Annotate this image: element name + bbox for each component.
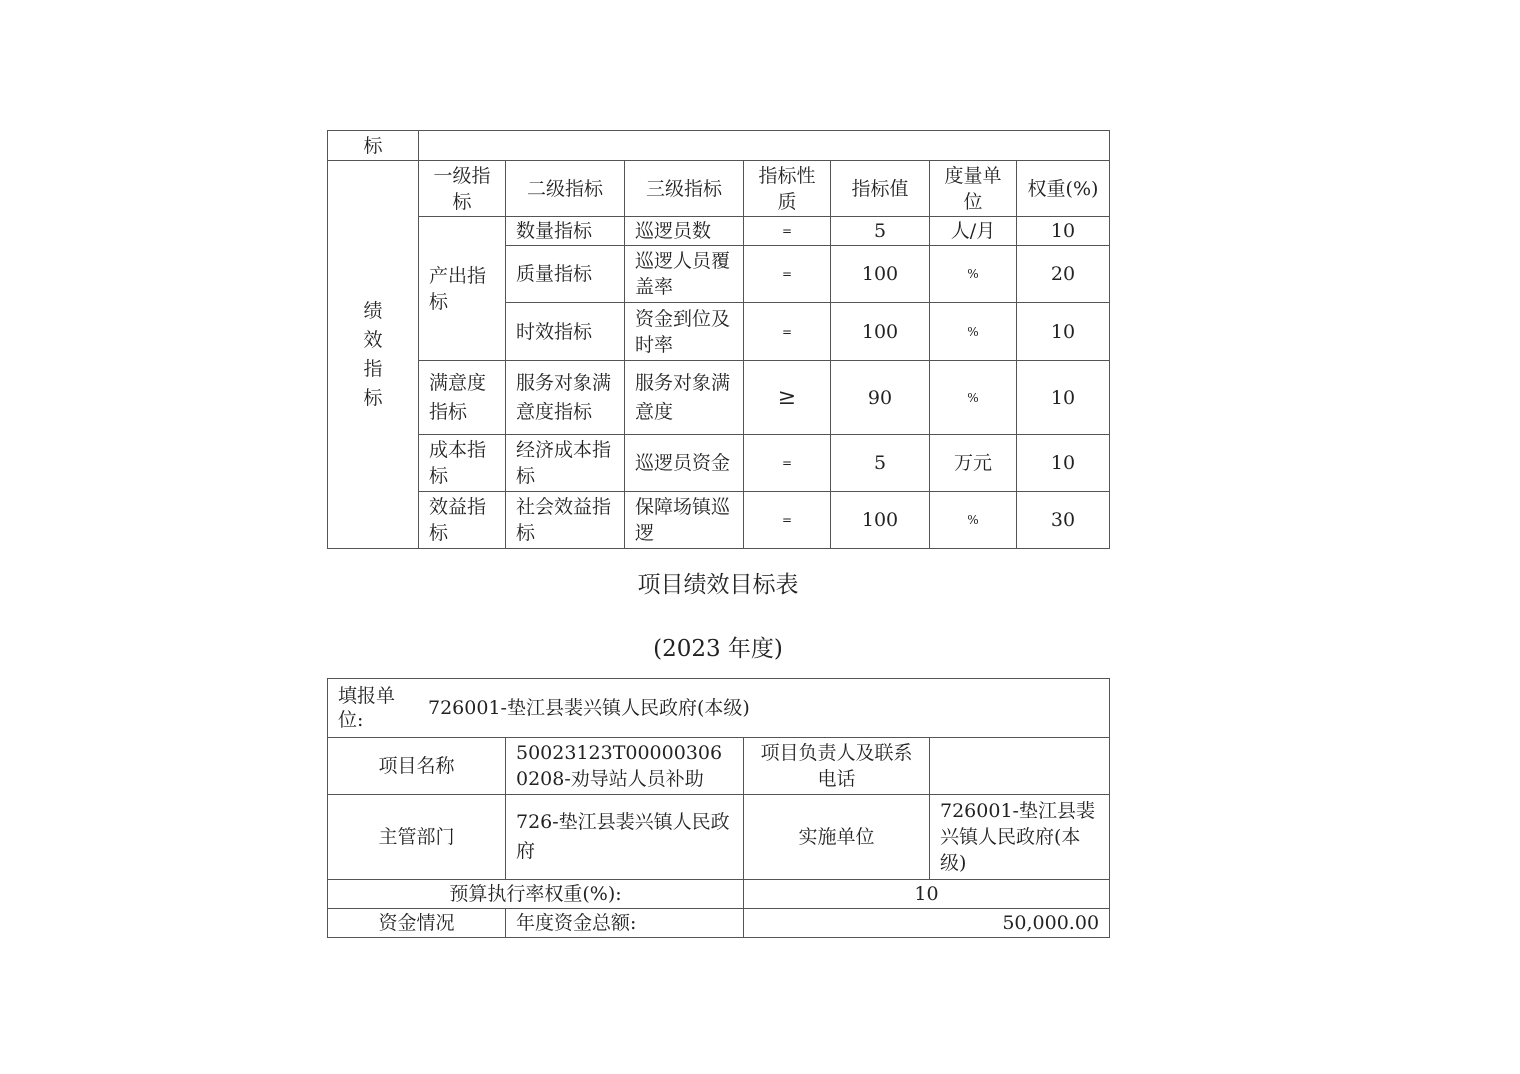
section-label: 绩效指标	[363, 299, 383, 409]
table-row	[328, 217, 1110, 246]
header-unit: 度量单位	[930, 161, 1017, 217]
top-label-cell: 标	[328, 131, 419, 161]
weight-cell: 10	[1017, 361, 1110, 435]
weight-cell: 30	[1017, 492, 1110, 549]
weight-cell: 20	[1017, 246, 1110, 303]
level2-cell: 服务对象满意度指标	[506, 361, 625, 435]
filing-unit-value: 726001-垫江县裴兴镇人民政府(本级)	[428, 697, 750, 719]
value-cell: 5	[831, 435, 930, 492]
impl-label: 实施单位	[744, 795, 930, 880]
value-cell: 100	[831, 303, 930, 361]
filing-unit-cell	[328, 679, 1110, 738]
dept-label: 主管部门	[328, 795, 506, 880]
project-name-label: 项目名称	[328, 738, 506, 795]
nature-cell: ≥	[744, 361, 831, 435]
nature-cell: =	[744, 217, 831, 246]
header-level2: 二级指标	[506, 161, 625, 217]
weight-cell: 10	[1017, 217, 1110, 246]
value-cell: 100	[831, 246, 930, 303]
budget-rate-value: 10	[744, 880, 1110, 909]
dept-value: 726-垫江县裴兴镇人民政府	[506, 795, 744, 880]
unit-cell: %	[930, 361, 1017, 435]
funds-total-label: 年度资金总额:	[506, 909, 744, 938]
level2-cell: 时效指标	[506, 303, 625, 361]
level3-cell: 服务对象满意度	[625, 361, 744, 435]
value-cell: 5	[831, 217, 930, 246]
section-label-cell	[328, 161, 419, 549]
nature-cell: =	[744, 303, 831, 361]
header-value: 指标值	[831, 161, 930, 217]
top-empty-cell	[419, 131, 1110, 161]
filing-unit-label: 填报单位:	[338, 685, 396, 731]
level3-cell: 巡逻员资金	[625, 435, 744, 492]
leader-value	[930, 738, 1110, 795]
group-satisfaction: 满意度指标	[419, 361, 506, 435]
level3-cell: 资金到位及时率	[625, 303, 744, 361]
unit-cell: 万元	[930, 435, 1017, 492]
impl-value: 726001-垫江县裴兴镇人民政府(本级)	[930, 795, 1110, 880]
weight-cell: 10	[1017, 435, 1110, 492]
funds-total-value: 50,000.00	[744, 909, 1110, 938]
project-info-table	[327, 678, 1110, 938]
header-weight: 权重(%)	[1017, 161, 1110, 217]
table-row	[328, 361, 1110, 435]
page-title: 项目绩效目标表	[637, 572, 799, 598]
page-subtitle-year: (2023 年度)	[653, 636, 783, 662]
unit-cell: %	[930, 303, 1017, 361]
group-cost: 成本指标	[419, 435, 506, 492]
level3-cell: 保障场镇巡逻	[625, 492, 744, 549]
level2-cell: 质量指标	[506, 246, 625, 303]
value-cell: 90	[831, 361, 930, 435]
header-level1: 一级指标	[419, 161, 506, 217]
level2-cell: 社会效益指标	[506, 492, 625, 549]
level3-cell: 巡逻人员覆盖率	[625, 246, 744, 303]
unit-cell: 人/月	[930, 217, 1017, 246]
level2-cell: 数量指标	[506, 217, 625, 246]
table-row	[328, 435, 1110, 492]
budget-rate-label: 预算执行率权重(%):	[328, 880, 744, 909]
level2-cell: 经济成本指标	[506, 435, 625, 492]
performance-indicator-table	[327, 130, 1110, 549]
unit-cell: %	[930, 492, 1017, 549]
nature-cell: =	[744, 492, 831, 549]
header-level3: 三级指标	[625, 161, 744, 217]
group-benefit: 效益指标	[419, 492, 506, 549]
unit-cell: %	[930, 246, 1017, 303]
level3-cell: 巡逻员数	[625, 217, 744, 246]
group-output: 产出指标	[419, 217, 506, 361]
header-nature: 指标性质	[744, 161, 831, 217]
weight-cell: 10	[1017, 303, 1110, 361]
table-row	[328, 492, 1110, 549]
project-name-value: 50023123T000003060208-劝导站人员补助	[506, 738, 744, 795]
funds-label: 资金情况	[328, 909, 506, 938]
nature-cell: =	[744, 246, 831, 303]
nature-cell: =	[744, 435, 831, 492]
value-cell: 100	[831, 492, 930, 549]
leader-label: 项目负责人及联系电话	[744, 738, 930, 795]
